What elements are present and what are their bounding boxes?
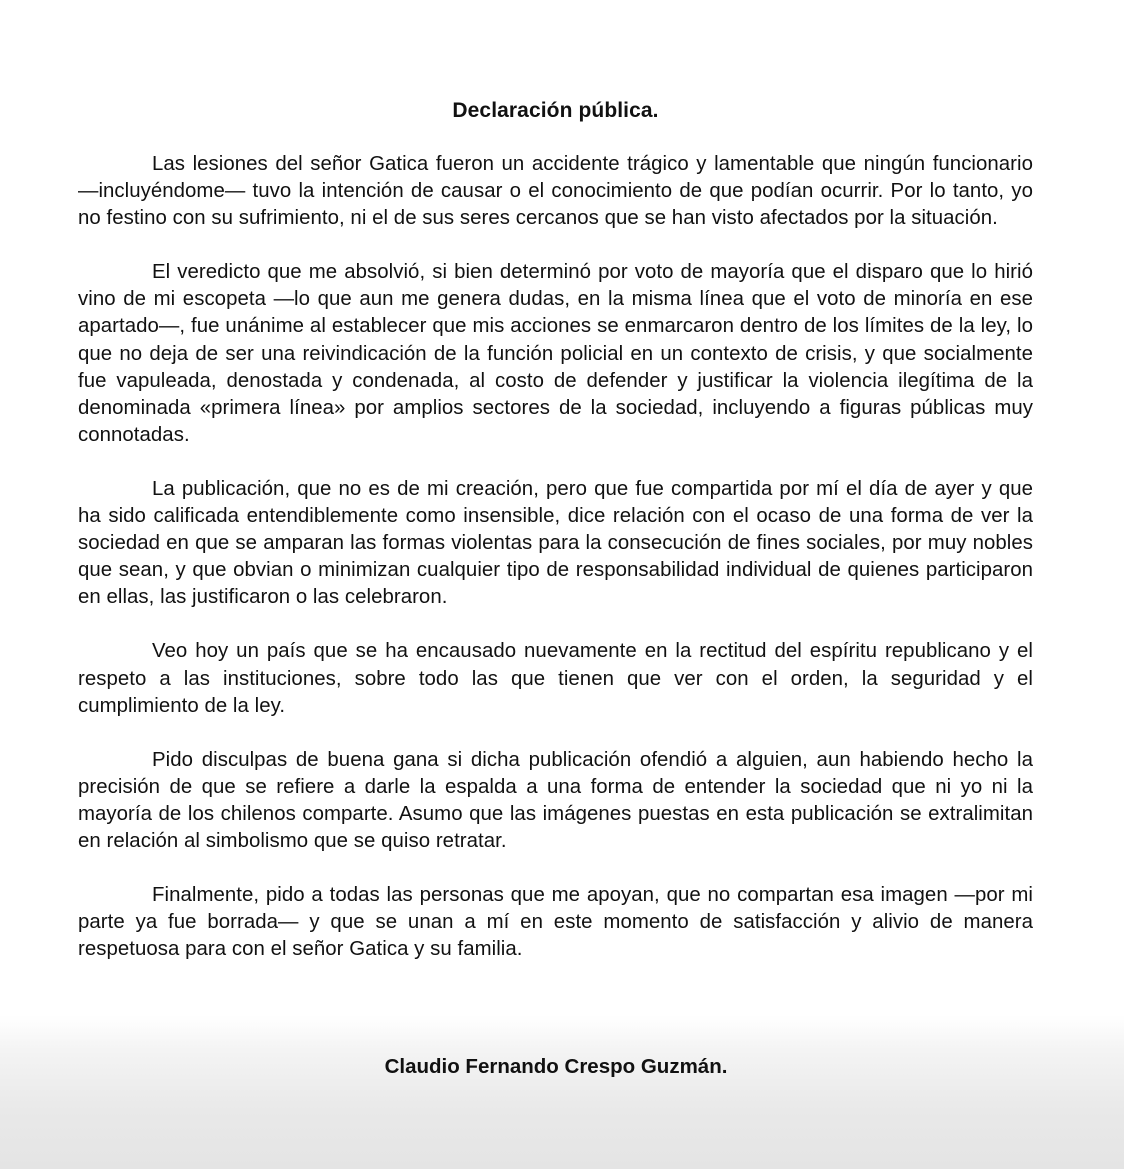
paragraph-5: Pido disculpas de buena gana si dicha publicación ofendió a alguien, aun habiendo hecho la precisión de que se refiere a darle la espalda a una forma de entender la sociedad que ni yo ni la mayoría de los chilenos comparte. Asumo que las imágenes puestas en esta publicación se extralimitan en relación al simbolismo que se quiso retratar. xyxy=(78,748,1033,852)
signature: Claudio Fernando Crespo Guzmán. xyxy=(384,1055,728,1078)
statement-document xyxy=(78,97,1033,990)
paragraph-4: Veo hoy un país que se ha encausado nuevamente en la rectitud del espíritu republicano y el respeto a las instituciones, sobre todo las que tienen que ver con el orden, la seguridad y el cumplimiento de la ley. xyxy=(78,640,1033,717)
paragraph-1: Las lesiones del señor Gatica fueron un accidente trágico y lamentable que ningún funcionario —incluyéndome— tuvo la intención de causar o el conocimiento de que podían ocurrir. Por lo tanto, yo no festino con su sufrimiento, ni el de sus seres cercanos que se han visto afectados por la situación. xyxy=(78,153,1033,230)
paragraph-6: Finalmente, pido a todas las personas que me apoyan, que no compartan esa imagen —por mi parte ya fue borrada— y que se unan a mí en este momento de satisfacción y alivio de manera respetuosa para con el señor Gatica y su familia. xyxy=(78,884,1033,961)
paragraph-3: La publicación, que no es de mi creación, pero que fue compartida por mí el día de ayer y que ha sido calificada entendiblemente como insensible, dice relación con el ocaso de una forma de ver la sociedad en que se amparan las formas violentas para la consecución de fines sociales, por muy nobles que sean, y que obvian o minimizan cualquier tipo de responsabilidad individual de quienes participaron en ellas, las justificaron o las celebraron. xyxy=(78,477,1033,609)
document-title: Declaración pública. xyxy=(452,99,659,122)
paragraph-2: El veredicto que me absolvió, si bien determinó por voto de mayoría que el disparo que lo hirió vino de mi escopeta —lo que aun me genera dudas, en la misma línea que el voto de minoría en ese apartado—, fue unánime al establecer que mis acciones se enmarcaron dentro de los límites de la ley, lo que no deja de ser una reivindicación de la función policial en un contexto de crisis, y que socialmente fue vapuleada, denostada y condenada, al costo de defender y justificar la violencia ilegítima de la denominada «primera línea» por amplios sectores de la sociedad, incluyendo a figuras públicas muy connotadas. xyxy=(78,261,1033,446)
